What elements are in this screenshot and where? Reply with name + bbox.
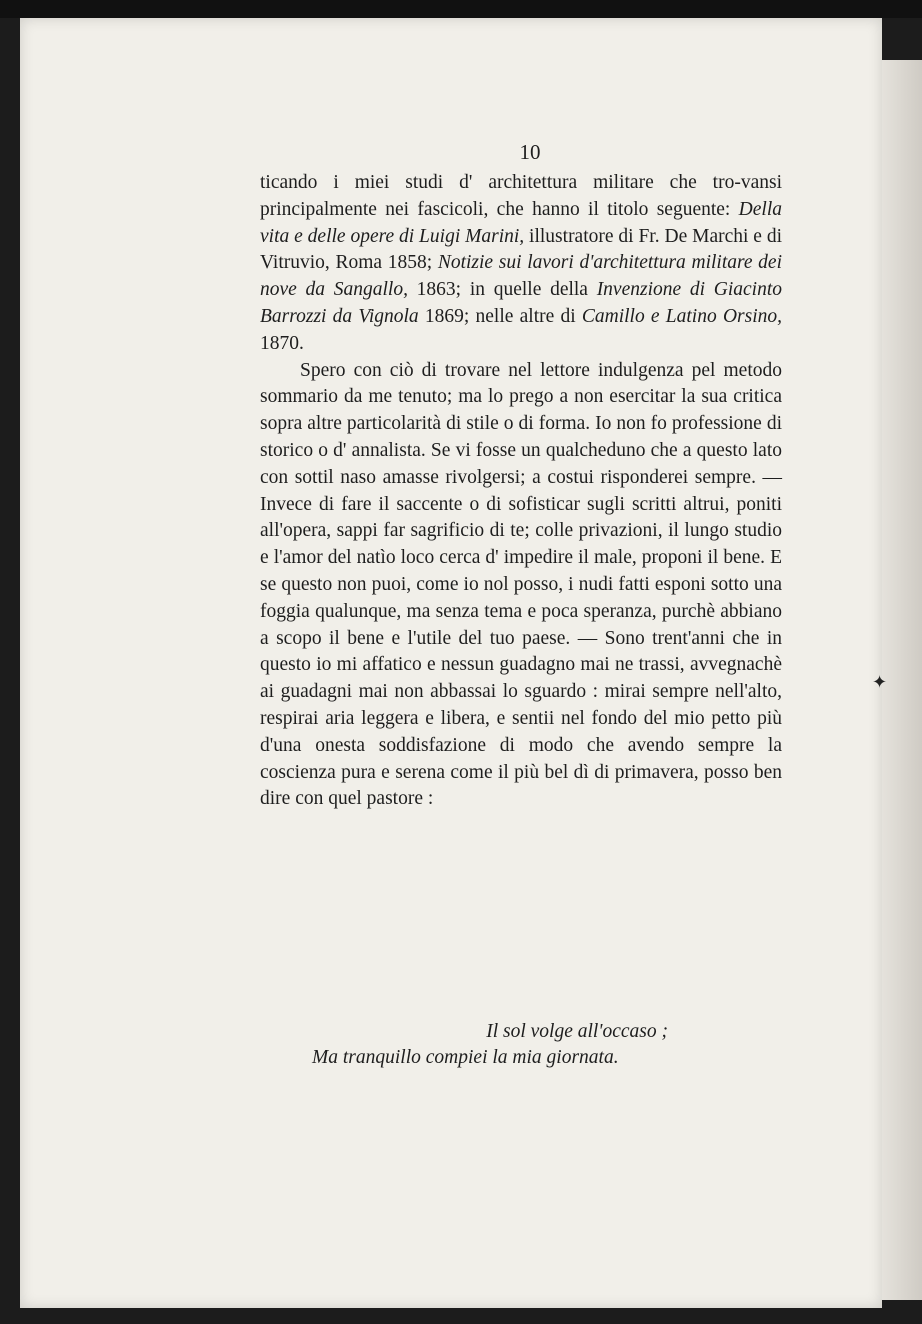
paragraph-2: Spero con ciò di trovare nel lettore indulgenza pel metodo sommario da me tenuto; ma lo prego a non esercitar la sua critica sopra altre particolarità di stile o di forma. Io non fo professione di storico o d' annalista. Se vi fosse un qualcheduno che a questo lato con sottil naso amasse rivolgersi; a costui risponderei sempre. — Invece di fare il saccente o di sofisticar sugli scritti altrui, poniti all'opera, sappi far sagrificio di te; colle privazioni, il lungo studio e l'amor del natìo loco cerca d' impedire il male, proponi il bene. E se questo non puoi, come io nol posso, i nudi fatti esponi sotto una foggia qualunque, ma senza tema e poca speranza, purchè abbiano a scopo il bene e l'utile del tuo paese. — Sono trent'anni che in questo io mi affatico e nessun guadagno mai ne trassi, avvegnachè ai guadagni mai non abbassai lo sguardo : mirai sempre nell'alto, respirai aria leggera e libera, e sentii nel fondo del mio petto più d'una onesta soddisfazione di modo che avendo sempre la coscienza pura e serena come il più bel dì di primavera, posso ben dire con quel pastore :: [260, 359, 782, 810]
page-number: 10: [519, 140, 541, 164]
paragraph-1-part-5: 1870.: [260, 332, 304, 354]
margin-mark: ✦: [872, 672, 888, 693]
paragraph-1-part-3: 1863; in quelle della: [407, 279, 597, 301]
closing-verse: [260, 1019, 782, 1071]
title-orsino: Camillo e Latino Orsino,: [581, 305, 782, 327]
title-marini: Della vita e delle opere di Luigi Marini,: [260, 198, 782, 247]
paragraph-1: [260, 170, 782, 358]
scan-top-edge: [0, 0, 922, 18]
paragraph-1-part-4: 1869; nelle altre di: [418, 305, 582, 327]
next-page-edge: [882, 60, 922, 1300]
paragraph-1-part-2: illustratore di Fr. De Marchi e di Vitruvio, Roma 1858;: [260, 225, 783, 274]
verse-line-2: Ma tranquillo compiei la mia giornata.: [312, 1047, 619, 1068]
title-vignola: Invenzione di Giacinto Barrozzi da Vignola: [260, 279, 782, 327]
title-sangallo: Notizie sui lavori d'architettura militare dei nove da Sangallo,: [260, 252, 783, 301]
body-text: [260, 170, 782, 813]
paragraph-1-part-1: ticando i miei studi d' architettura militare che tro-vansi principalmente nei fascicoli, che hanno il titolo seguente:: [260, 172, 782, 220]
verse-line-1: Il sol volge all'occaso ;: [486, 1021, 668, 1042]
